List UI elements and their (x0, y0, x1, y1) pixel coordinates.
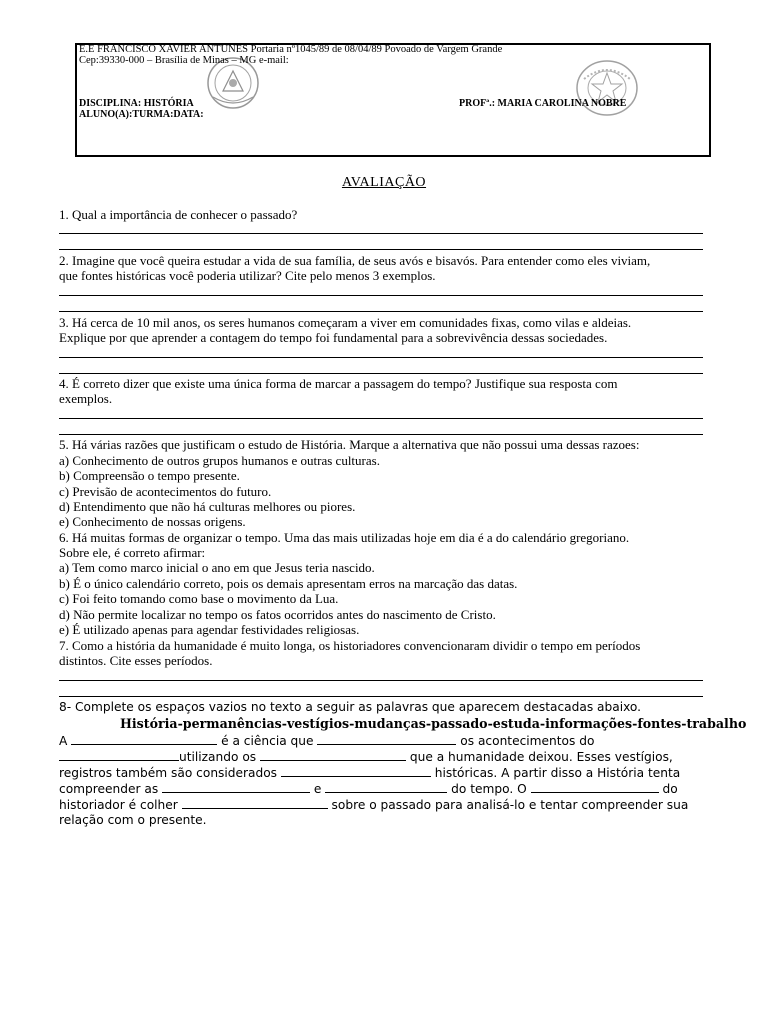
answer-line[interactable] (59, 233, 703, 234)
text-fragment: do tempo. O (451, 782, 527, 796)
question-8-prompt: 8- Complete os espaços vazios no texto a seguir as palavras que aparecem destacadas abaixo. (59, 700, 642, 714)
question-2-text: 2. Imagine que você queira estudar a vida de sua família, de seus avós e bisavós. Para entender como eles viviam, (59, 253, 651, 268)
text-fragment: do (662, 782, 678, 796)
text-fragment: é a ciência que (221, 734, 314, 748)
answer-line[interactable] (59, 249, 703, 250)
question-1-text: 1. Qual a importância de conhecer o passado? (59, 207, 298, 222)
question-8-text-line (59, 749, 673, 766)
question-6-option[interactable]: a) Tem como marco inicial o ano em que Jesus teria nascido. (59, 560, 375, 575)
question-2-text: que fontes históricas você poderia utilizar? Cite pelo menos 3 exemplos. (59, 268, 436, 283)
text-fragment: utilizando os (179, 750, 257, 764)
question-6-option[interactable]: c) Foi feito tomando como base o movimento da Lua. (59, 591, 339, 606)
question-3-text: 3. Há cerca de 10 mil anos, os seres humanos começaram a viver em comunidades fixas, como vilas e aldeias. (59, 315, 632, 330)
question-5-option[interactable]: a) Conhecimento de outros grupos humanos e outras culturas. (59, 453, 380, 468)
question-7-text: distintos. Cite esses períodos. (59, 653, 213, 668)
page-title: AVALIAÇÃO (341, 175, 427, 190)
question-6-option[interactable]: e) É utilizado apenas para agendar festividades religiosas. (59, 622, 360, 637)
blank-field[interactable] (325, 781, 447, 793)
question-4-text: 4. É correto dizer que existe uma única forma de marcar a passagem do tempo? Justifique sua resposta com (59, 376, 618, 391)
student-class-date-label: ALUNO(A):TURMA:DATA: (79, 109, 204, 120)
question-5-option[interactable]: d) Entendimento que não há culturas melhores ou piores. (59, 499, 356, 514)
question-8-text-line (59, 765, 680, 782)
question-8-text-line (59, 781, 678, 798)
text-fragment: registros também são considerados (59, 766, 278, 780)
question-5-option[interactable]: c) Previsão de acontecimentos do futuro. (59, 484, 272, 499)
question-8-text-line (59, 797, 688, 814)
answer-line[interactable] (59, 418, 703, 419)
answer-line[interactable] (59, 696, 703, 697)
school-header-box (75, 43, 711, 157)
answer-line[interactable] (59, 680, 703, 681)
blank-field[interactable] (531, 781, 659, 793)
question-6-text: 6. Há muitas formas de organizar o tempo. Uma das mais utilizadas hoje em dia é a do calendário gregoriano. (59, 530, 630, 545)
question-6-option[interactable]: b) É o único calendário correto, pois os demais apresentam erros na marcação das datas. (59, 576, 518, 591)
text-fragment: compreender as (59, 782, 159, 796)
answer-line[interactable] (59, 295, 703, 296)
text-fragment: historiador é colher (59, 798, 178, 812)
answer-line[interactable] (59, 311, 703, 312)
text-fragment: os acontecimentos do (460, 734, 595, 748)
text-fragment: que a humanidade deixou. Esses vestígios, (409, 750, 673, 764)
text-fragment: e (313, 782, 322, 796)
answer-line[interactable] (59, 434, 703, 435)
blank-field[interactable] (162, 781, 310, 793)
question-5-option[interactable]: e) Conhecimento de nossas origens. (59, 514, 246, 529)
blank-field[interactable] (317, 733, 456, 745)
blank-field[interactable] (182, 797, 328, 809)
question-8-text-line: relação com o presente. (59, 813, 207, 827)
question-5-option[interactable]: b) Compreensão o tempo presente. (59, 468, 240, 483)
text-fragment: A (59, 734, 68, 748)
text-fragment: históricas. A partir disso a História tenta (434, 766, 681, 780)
question-8-wordbank: História-permanências-vestígios-mudanças-passado-estuda-informações-fontes-trabalho (120, 716, 747, 731)
question-8-text-line (59, 733, 594, 750)
question-4-text: exemplos. (59, 391, 113, 406)
question-6-option[interactable]: d) Não permite localizar no tempo os fatos ocorridos antes do nascimento de Cristo. (59, 607, 496, 622)
blank-field[interactable] (281, 765, 431, 777)
blank-field[interactable] (260, 749, 406, 761)
blank-field[interactable] (71, 733, 217, 745)
school-name: E.E FRANCISCO XAVIER ANTUNES Portaria nº1045/89 de 08/04/89 Povoado de Vargem Grande (79, 44, 503, 55)
school-address: Cep:39330-000 – Brasília de Minas – MG e-mail: (79, 55, 289, 66)
question-7-text: 7. Como a história da humanidade é muito longa, os historiadores convencionaram dividir o tempo em períodos (59, 638, 641, 653)
answer-line[interactable] (59, 373, 703, 374)
text-fragment: sobre o passado para analisá-lo e tentar compreender sua (331, 798, 689, 812)
answer-line[interactable] (59, 357, 703, 358)
question-5-text: 5. Há várias razões que justificam o estudo de História. Marque a alternativa que não possui uma dessas razoes: (59, 437, 640, 452)
discipline-label: DISCIPLINA: HISTÓRIA (79, 98, 194, 109)
blank-field[interactable] (59, 749, 179, 761)
question-6-text: Sobre ele, é correto afirmar: (59, 545, 206, 560)
question-3-text: Explique por que aprender a contagem do tempo foi fundamental para a sobrevivência dessas sociedades. (59, 330, 608, 345)
teacher-label: PROFª.: MARIA CAROLINA NOBRE (459, 98, 627, 109)
